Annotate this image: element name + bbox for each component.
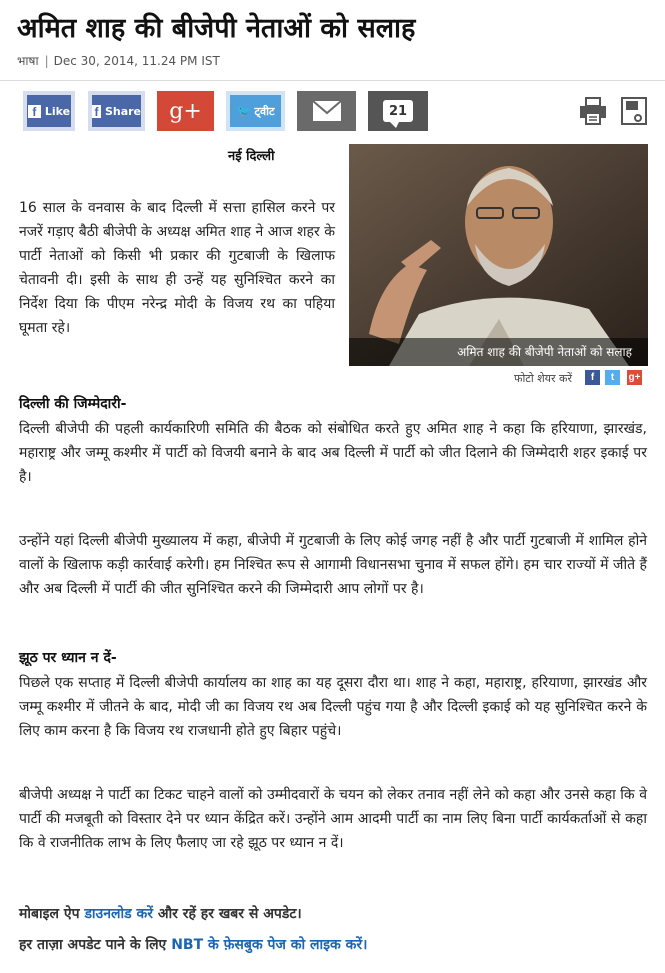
promo-text: हर ताज़ा अपडेट पाने के लिए (19, 937, 172, 953)
google-plus-button[interactable] (157, 91, 214, 131)
share-label: Share (104, 104, 141, 118)
comment-bubble-icon (383, 100, 413, 122)
app-download-promo (19, 904, 302, 923)
save-icon[interactable] (620, 96, 648, 126)
article-paragraph: पिछले एक सप्ताह में दिल्ली बीजेपी कार्यालय का शाह का यह दूसरा दौरा था। शाह ने कहा, महाराष्ट्र, हरियाणा, झारखंड और जम्मू कश्मीर में जीतने के बाद, मोदी जी का विजय रथ अब दिल्ली पहुंच गया है और दिल्ली इकाई को यह सुनिश्चित करने के लिए काम करना है कि विजय रथ राजधानी होते हुए बिहार पहुंचे। (19, 675, 647, 739)
article-paragraph: दिल्ली बीजेपी की पहली कार्यकारिणी समिति की बैठक को संबोधित करते हुए अमित शाह ने कहा कि हरियाणा, झारखंड, महाराष्ट्र और जम्मू कश्मीर में पार्टी को विजयी बनाने के बाद अब दिल्ली में पार्टी को जीत दिलाने की जिम्मेदारी शहर इकाई पर है। (19, 421, 647, 485)
app-download-link[interactable]: डाउनलोड करें (84, 906, 153, 922)
article-photo[interactable] (349, 144, 648, 366)
section-heading-ignore-lies: झूठ पर ध्यान न दें- (19, 650, 117, 666)
header-divider (0, 80, 665, 81)
photo-caption: अमित शाह की बीजेपी नेताओं को सलाह (349, 338, 648, 366)
photo-share-twitter-icon[interactable]: t (605, 370, 620, 385)
article-source: भाषा (17, 54, 39, 68)
facebook-like-button[interactable] (23, 91, 75, 131)
facebook-icon: f (92, 105, 101, 118)
meta-separator: | (44, 54, 49, 68)
photo-share-label: फोटो शेयर करें (513, 372, 572, 385)
article-date: Dec 30, 2014, 11.24 PM IST (53, 54, 220, 68)
article-paragraph: उन्होंने यहां दिल्ली बीजेपी मुख्यालय में कहा, बीजेपी में गुटबाजी के लिए कोई जगह नहीं है और पार्टी गुटबाजी में शामिल होने वालों के खिलाफ कड़ी कार्रवाई करेगी। हम निश्चित रूप से आगामी विधानसभा चुनाव में सफल होंगे। हम चार राज्यों में जीते हैं और अब दिल्ली में पार्टी की जीत सुनिश्चित करने की जिम्मेदारी आप लोगों पर है। (19, 533, 647, 597)
promo-text: मोबाइल ऐप (19, 906, 85, 922)
tweet-label: ट्वीट (254, 104, 275, 118)
promo-text: और रहें हर खबर से अपडेट। (152, 906, 302, 922)
article-paragraph: बीजेपी अध्यक्ष ने पार्टी का टिकट चाहने वालों को उम्मीदवारों के चयन को लेकर तनाव नहीं लेने को कहा और उनसे कहा कि वे पार्टी की मजबूती को विस्तार देने पर ध्यान केंद्रित करें। उन्होंने आम आदमी पार्टी का नाम लिए बिना पार्टी कार्यकर्ताओं से कहा कि वे राजनीतिक लाभ के लिए फैलाए जा रहे झूठ पर ध्यान न दें। (19, 787, 647, 851)
print-icon[interactable] (578, 96, 608, 126)
article-title: अमित शाह की बीजेपी नेताओं को सलाह (17, 13, 416, 44)
amit-shah-photo-image (349, 144, 648, 366)
section-heading-delhi-responsibility: दिल्ली की जिम्मेदारी- (19, 396, 127, 412)
tweet-button[interactable] (226, 91, 285, 131)
share-bar (0, 88, 665, 136)
photo-share-bar (349, 369, 648, 387)
facebook-share-button[interactable] (88, 91, 145, 131)
article-meta (17, 52, 220, 69)
facebook-page-link[interactable]: NBT के फ़ेसबुक पेज को लाइक करें। (171, 937, 368, 953)
twitter-bird-icon: 🐦 (236, 104, 252, 118)
mail-icon (312, 100, 342, 122)
dateline: नई दिल्ली (228, 149, 275, 164)
article-intro: 16 साल के वनवास के बाद दिल्ली में सत्ता हासिल करने पर नजरें गड़ाए बैठी बीजेपी के अध्यक्ष अमित शाह ने आज शहर के पार्टी नेताओं को किसी भी प्रकार की गुटबाजी के खिलाफ चेतावनी दी। इसी के साथ ही उन्हें यह सुनिश्चित करने का निर्देश दिया कि पीएम नरेन्द्र मोदी के विजय रथ का पहिया घूमता रहे। (19, 200, 335, 336)
photo-share-google-plus-icon[interactable]: g+ (628, 372, 641, 383)
google-plus-icon: g+ (169, 98, 202, 124)
photo-share-facebook-icon[interactable]: f (585, 370, 600, 385)
comment-count: 21 (388, 103, 408, 119)
like-label: Like (44, 104, 71, 118)
email-button[interactable] (297, 91, 356, 131)
facebook-page-promo (19, 935, 367, 954)
comments-button[interactable] (368, 91, 428, 131)
facebook-icon: f (28, 105, 41, 118)
